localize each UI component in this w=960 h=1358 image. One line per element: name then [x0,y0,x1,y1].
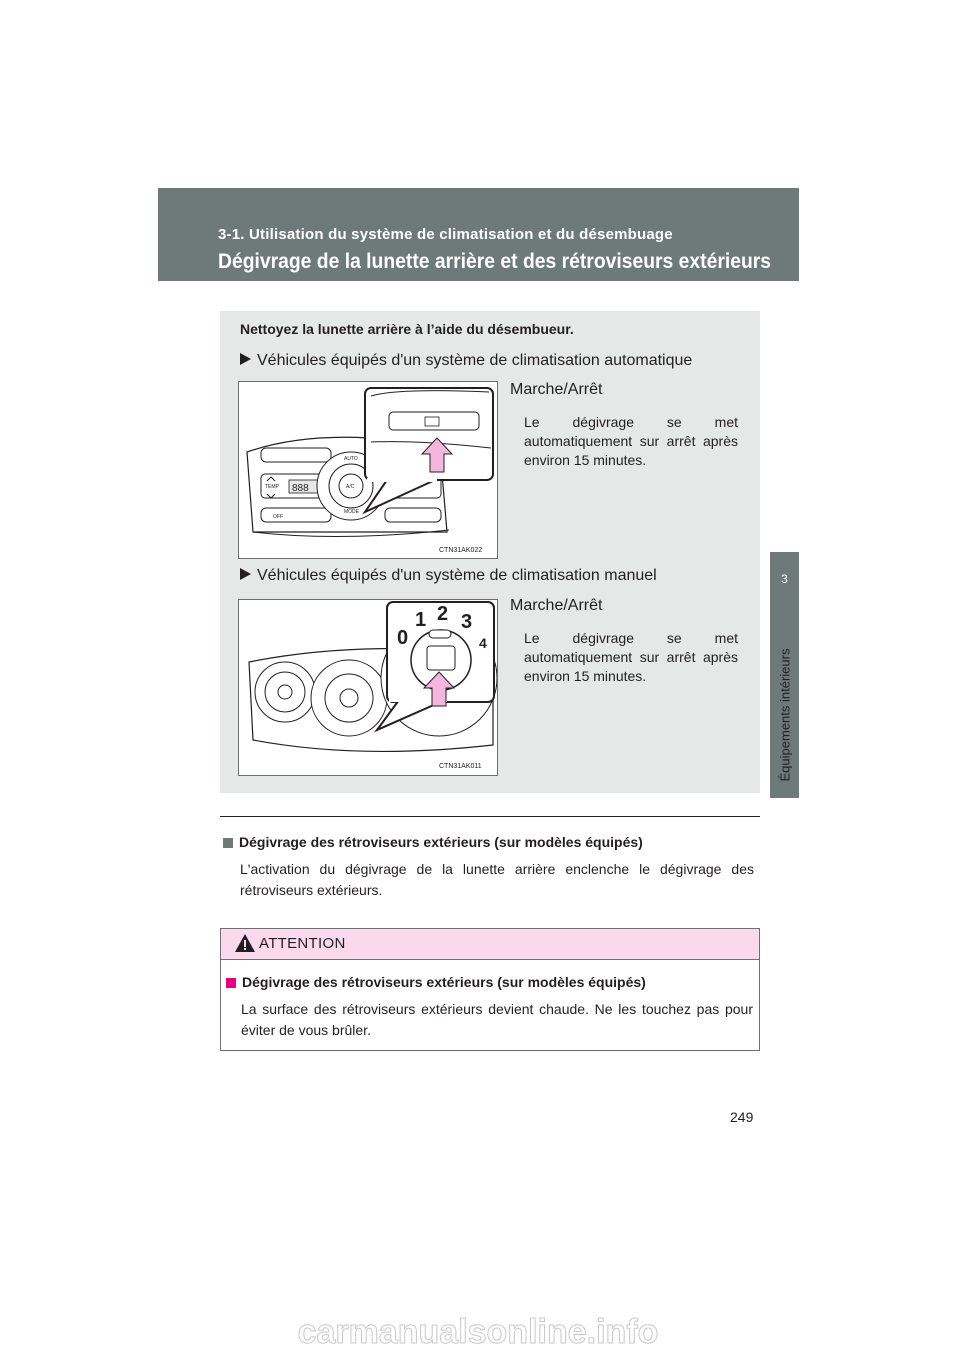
square-bullet-icon [223,838,233,848]
dial-number-0: 0 [397,627,409,649]
chapter-number: 3 [781,572,788,586]
warning-title [226,974,646,990]
page-title: Dégivrage de la lunette arrière et des rétroviseurs extérieurs [218,250,772,273]
temp-label: TEMP [265,484,279,490]
section-divider [220,816,760,817]
manual-callout: Marche/Arrêt [510,597,603,614]
auto-heading [240,352,692,370]
ac-label: A/C [346,484,355,490]
manual-figure-id: CTN31AK011 [439,763,482,770]
auto-callout: Marche/Arrêt [510,381,603,398]
dial-number-1: 1 [415,609,427,631]
mirror-section-title [223,834,643,850]
dial-number-3: 3 [461,611,473,633]
manual-heading [240,567,657,585]
manual-panel-figure [238,599,498,776]
warning-label: ATTENTION [259,935,346,952]
instruction-intro: Nettoyez la lunette arrière à l’aide du désembueur. [240,321,574,337]
auto-note: Le dégivrage se met automatiquement sur arrêt après environ 15 minutes. [524,414,738,468]
warning-header [221,929,759,960]
warning-box [220,928,760,1051]
manual-heading-text: Véhicules équipés d'un système de climatisation manuel [257,567,657,584]
chapter-label: Équipements intérieurs [777,648,793,782]
svg-text:carmanualsonline.info: carmanualsonline.info [297,1313,659,1351]
page-header [158,188,799,281]
auto-heading-text: Véhicules équipés d'un système de climatisation automatique [257,352,693,369]
dial-number-2: 2 [437,603,449,625]
triangle-bullet-icon [240,568,251,580]
warning-title-text: Dégivrage des rétroviseurs extérieurs (sur modèles équipés) [242,974,646,990]
warning-triangle-icon [234,932,256,954]
off-label: OFF [273,514,283,520]
auto-label: AUTO [344,456,358,462]
mirror-section-text: L'activation du dégivrage de la lunette arrière enclenche le dégivrage des rétroviseurs extérieurs. [240,861,754,898]
square-bullet-icon [226,978,236,988]
watermark-logo [0,1303,960,1358]
display-digits: 888 [292,483,309,494]
mode-label: MODE [344,509,359,515]
section-subtitle: 3-1. Utilisation du système de climatisation et du désembuage [218,226,673,243]
manual-note: Le dégivrage se met automatiquement sur arrêt après environ 15 minutes. [524,630,738,684]
dial-number-4: 4 [479,635,487,651]
chapter-label-wrap [773,650,797,780]
mirror-section-title-text: Dégivrage des rétroviseurs extérieurs (sur modèles équipés) [239,834,643,850]
triangle-bullet-icon [240,353,251,365]
page-number: 249 [730,1109,754,1125]
auto-panel-figure [238,381,498,559]
auto-figure-id: CTN31AK022 [439,547,483,554]
warning-text: La surface des rétroviseurs extérieurs devient chaude. Ne les touchez pas pour éviter de vous brûler. [241,1001,753,1038]
